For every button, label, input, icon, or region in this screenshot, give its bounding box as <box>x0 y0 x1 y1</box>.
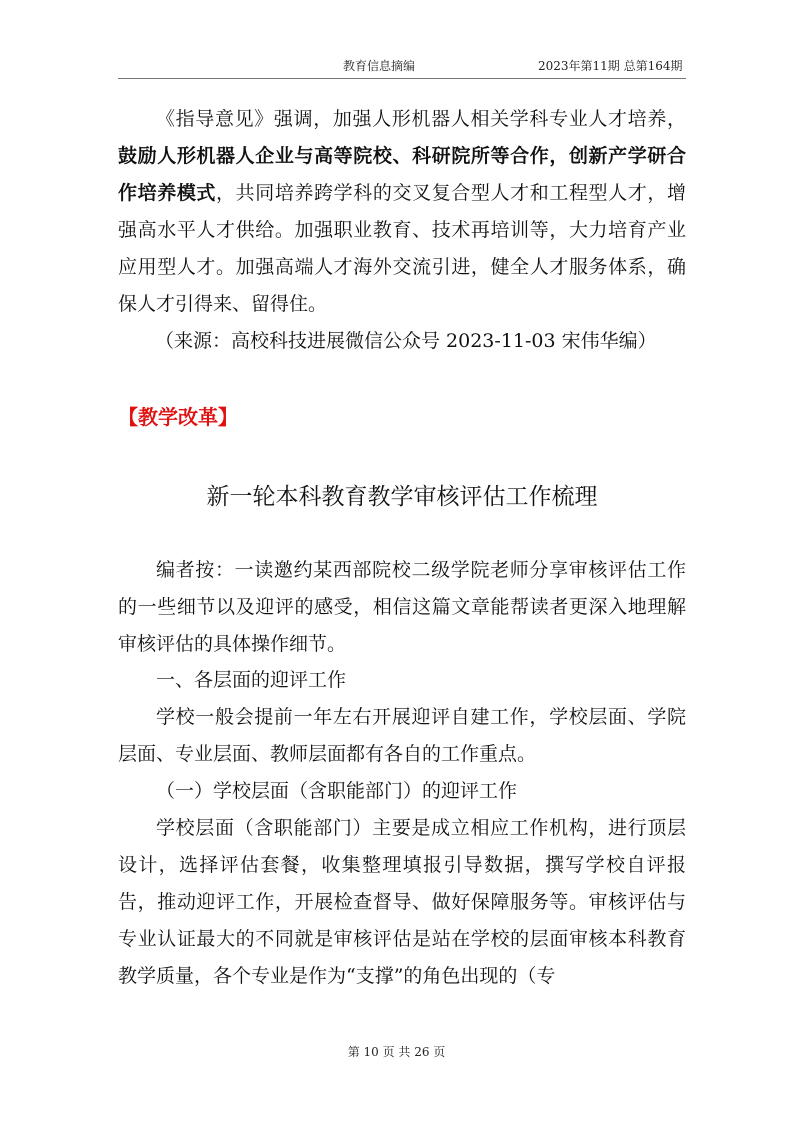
paragraph-1: 学校一般会提前一年左右开展迎评自建工作，学校层面、学院层面、专业层面、教师层面都有各自的工作重点。 <box>118 706 686 765</box>
intro-text-2: ，共同培养跨学科的交叉复合型人才和工程型人才，增强高水平人才供给。加强职业教育、技术再培训等，大力培育产业应用型人才。加强高端人才海外交流引进，健全人才服务体系，确保人才引得来、留得住。 <box>118 182 686 315</box>
article-title: 新一轮本科教育教学审核评估工作梳理 <box>206 484 598 510</box>
header-divider <box>118 78 686 79</box>
page-footer: 第 10 页 共 26 页 <box>347 1045 446 1059</box>
publication-name: 教育信息摘编 <box>343 59 416 73</box>
source-line: （来源：高校科技进展微信公众号 2023-11-03 宋伟华编） <box>155 330 657 352</box>
section-tag: 【教学改革】 <box>118 405 238 429</box>
editor-note: 编者按：一读邀约某西部院校二级学院老师分享审核评估工作的一些细节以及迎评的感受，相信这篇文章能帮读者更深入地理解审核评估的具体操作细节。 <box>118 559 686 655</box>
heading-1: 一、各层面的迎评工作 <box>156 669 347 691</box>
paragraph-2: 学校层面（含职能部门）主要是成立相应工作机构，进行顶层设计，选择评估套餐，收集整理填报引导数据，撰写学校自评报告，推动迎评工作，开展检查督导、做好保障服务等。审核评估与专业认证最大的不同就是审核评估是站在学校的层面审核本科教育教学质量，各个专业是作为“支撑”的角色出现的（专 <box>118 817 686 987</box>
issue-info: 2023年第11期 总第164期 <box>538 59 683 73</box>
intro-text-1: 《指导意见》强调，加强人形机器人相关学科专业人才培养， <box>156 108 686 130</box>
intro-bold-text: 鼓励人形机器人企业与高等院校、科研院所等合作，创新产学研合作培养模式 <box>118 145 686 204</box>
intro-paragraph <box>118 101 686 323</box>
heading-2: （一）学校层面（含职能部门）的迎评工作 <box>156 780 518 802</box>
